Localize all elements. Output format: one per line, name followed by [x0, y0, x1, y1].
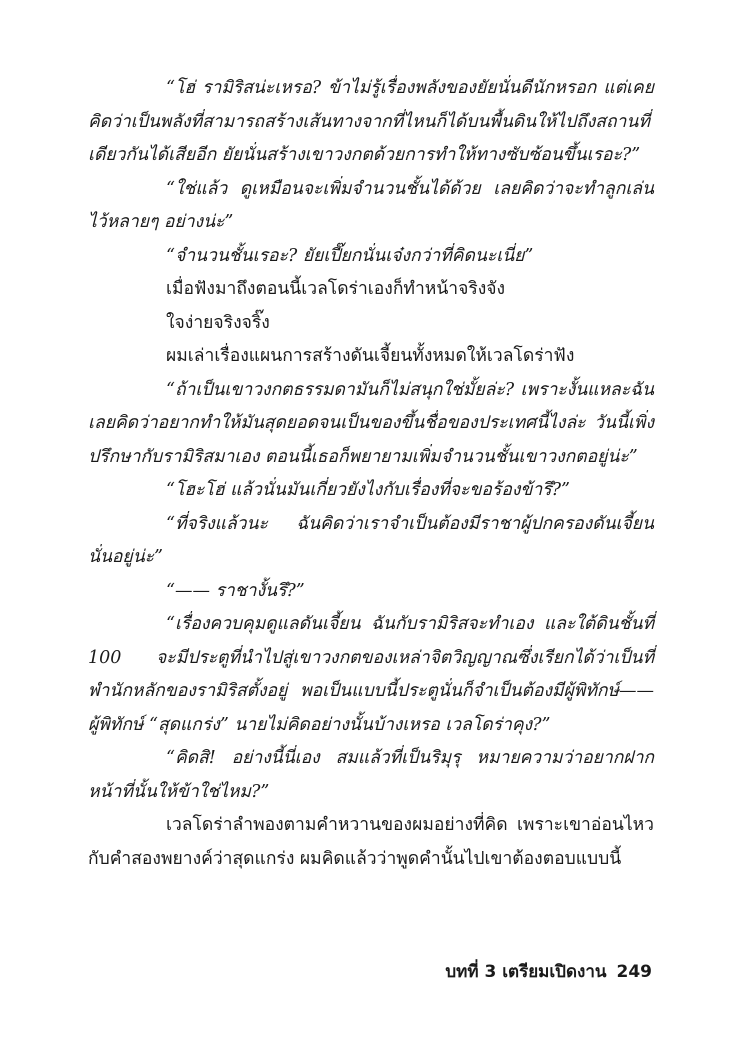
- paragraph: “ใช่แล้ว ดูเหมือนจะเพิ่มจำนวนชั้นได้ด้วย เลยคิดว่าจะทำลูกเล่นไว้หลายๆ อย่างน่ะ”: [88, 178, 654, 232]
- paragraph: “โฮะโฮ่ แล้วนั่นมันเกี่ยวยังไงกับเรื่องที่จะขอร้องข้ารึ?”: [166, 480, 570, 500]
- paragraph: “—— ราชางั้นรึ?”: [166, 580, 305, 601]
- paragraph: เมื่อฟังมาถึงตอนนี้เวลโดร่าเองก็ทำหน้าจริงจัง: [166, 279, 506, 299]
- paragraph: ใจง่ายจริงจริ๊ง: [166, 312, 270, 333]
- paragraph: ผมเล่าเรื่องแผนการสร้างดันเจี้ยนทั้งหมดให้เวลโดร่าฟัง: [166, 346, 575, 366]
- paragraph: เวลโดร่าลำพองตามคำหวานของผมอย่างที่คิด เพราะเขาอ่อนไหวกับคำสองพยางค์ว่าสุดแกร่ง ผมคิดแล้วว่าพูดคำนั้นไปเขาต้องตอบแบบนี้: [88, 815, 654, 869]
- paragraph: “คิดสิ! อย่างนี้นี่เอง สมแล้วที่เป็นริมุรุ หมายความว่าอยากฝากหน้าที่นั้นให้ข้าใช่ไหม?”: [88, 748, 654, 802]
- paragraph: “เรื่องควบคุมดูแลดันเจี้ยน ฉันกับรามิริสจะทำเอง และใต้ดินชั้นที่ 100 จะมีประตูที่นำไปสู่เขาวงกตของเหล่าจิตวิญญาณซึ่งเรียกได้ว่าเป็นที่พำนักหลักของรามิริสตั้งอยู่ พอเป็นแบบนี้ประตูนั่นก็จำเป็นต้องมีผู้พิทักษ์——ผู้พิทักษ์ “สุดแกร่ง” นายไม่คิดอย่างนั้นบ้างเหรอ เวลโดร่าคุง?”: [88, 614, 654, 735]
- paragraph: “โฮ่ รามิริสน่ะเหรอ? ข้าไม่รู้เรื่องพลังของยัยนั่นดีนักหรอก แต่เคยคิดว่าเป็นพลังที่สามารถสร้างเส้นทางจากที่ไหนก็ได้บนพื้นดินให้ไปถึงสถานที่เดียวกันได้เสียอีก ยัยนั่นสร้างเขาวงกตด้วยการทำให้ทางซับซ้อนขึ้นเรอะ?”: [88, 78, 654, 165]
- page-number: 249: [616, 962, 652, 982]
- running-footer: [445, 958, 652, 985]
- paragraph: “จำนวนชั้นเรอะ? ยัยเปี๊ยกนั่นเจ๋งกว่าที่คิดนะเนี่ย”: [166, 245, 534, 266]
- paragraph: “ที่จริงแล้วนะ ฉันคิดว่าเราจำเป็นต้องมีราชาผู้ปกครองดันเจี้ยนนั่นอยู่น่ะ”: [88, 513, 654, 567]
- page-body: [88, 72, 654, 876]
- chapter-title: บทที่ 3 เตรียมเปิดงาน: [445, 962, 607, 982]
- paragraph: “ถ้าเป็นเขาวงกตธรรมดามันก็ไม่สนุกใช่มั้ยล่ะ? เพราะงั้นแหละฉันเลยคิดว่าอยากทำให้มันสุดยอดจนเป็นของขึ้นชื่อของประเทศนี้ไงล่ะ วันนี้เพิ่งปรึกษากับรามิริสมาเอง ตอนนี้เธอก็พยายามเพิ่มจำนวนชั้นเขาวงกตอยู่น่ะ”: [88, 379, 654, 467]
